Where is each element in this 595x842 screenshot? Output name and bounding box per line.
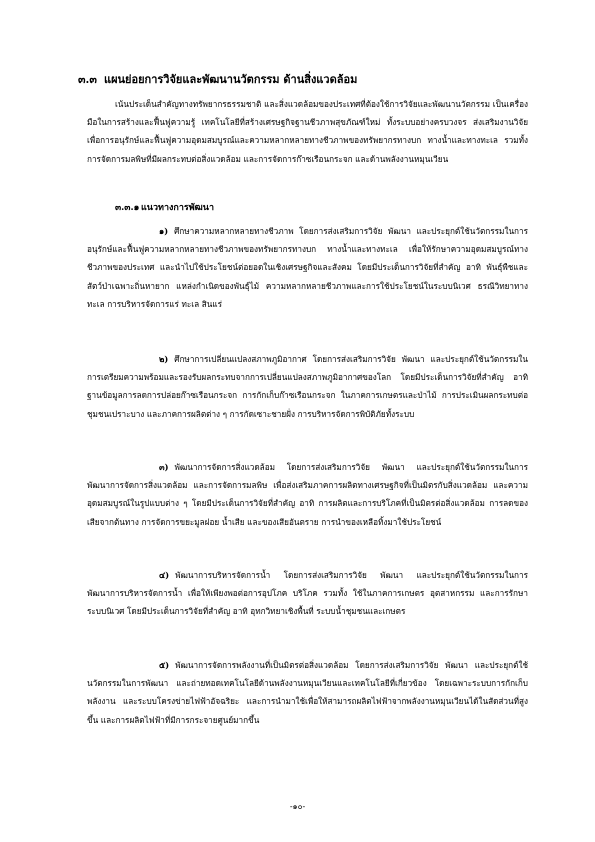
item-text: ศึกษาความหลากหลายทางชีวภาพ โดยการส่งเสริมการวิจัย พัฒนา และประยุกต์ใช้นวัตกรรมในการอนุรักษ์และฟื้นฟูความหลากหลายทางชีวภาพของทรัพยากรทางบก ทางน้ำและทางทะเล เพื่อให้รักษาความอุดมสมบูรณ์ทางชีวภาพของประเทศ และนำไปใช้ประโยชน์ต่อยอดในเชิงเศรษฐกิจและสังคม โดยมีประเด็นการวิจัยที่สำคัญ อาทิ พันธุ์พืชและสัตว์ป่าเฉพาะถิ่นหายาก แหล่งกำเนิดของพันธุ์ไม้ ความหลากหลายชีวภาพและการใช้ประโยชน์ในระบบนิเวศ ธรณีวิทยาทางทะเล การบริหารจัดการแร่ ทะเล สินแร่ [87,226,528,309]
guideline-item [87,222,528,332]
intro-paragraph: เน้นประเด็นสำคัญทางทรัพยากรธรรมชาติ และสิ่งแวดล้อมของประเทศที่ต้องใช้การวิจัยและพัฒนานวัตกรรม เป็นเครื่องมือในการสร้างและฟื้นฟูความรู้ เทคโนโลยีที่สร้างเศรษฐกิจฐานชีวภาพสุขภัณฑ์ใหม่ ทั้งระบบอย่างครบวงจร ส่งเสริมงานวิจัยเพื่อการอนุรักษ์และฟื้นฟูความอุดมสมบูรณ์และความหลากหลายทางชีวภาพของทรัพยากรทางบก ทางน้ำและทางทะเล รวมทั้ง การจัดการมลพิษที่มีผลกระทบต่อสิ่งแวดล้อม และการจัดการก๊าซเรือนกระจก และด้านพลังงานหมุนเวียน [87,99,528,164]
item-text: พัฒนาการจัดการพลังงานที่เป็นมิตรต่อสิ่งแวดล้อม โดยการส่งเสริมการวิจัย พัฒนา และประยุกต์ใช้นวัตกรรมในการพัฒนา และถ่ายทอดเทคโนโลยีด้านพลังงานหมุนเวียนและเทคโนโลยีที่เกี่ยวข้อง โดยเฉพาะระบบการกักเก็บพลังงาน และระบบโครงข่ายไฟฟ้าอัจฉริยะ และการนำมาใช้เพื่อให้สามารถผลิตไฟฟ้าจากพลังงานหมุนเวียนได้ในสัดส่วนที่สูงขึ้น และการผลิตไฟฟ้าที่มีการกระจายศูนย์มากขึ้น [87,660,528,725]
guideline-item [87,350,528,442]
section-number: ๓.๓ [78,73,97,86]
item-number: ๑) [159,226,169,236]
item-number: ๔) [159,570,170,580]
guideline-item [87,656,528,730]
item-number: ๒) [159,354,169,364]
subsection-title: แนวทางการพัฒนา [141,203,214,213]
item-text: พัฒนาการจัดการสิ่งแวดล้อม โดยการส่งเสริมการวิจัย พัฒนา และประยุกต์ใช้นวัตกรรมในการพัฒนาการจัดการสิ่งแวดล้อม และการจัดการมลพิษ เพื่อส่งเสริมภาคการผลิตทางเศรษฐกิจที่เป็นมิตรกับสิ่งแวดล้อม และความอุดมสมบูรณ์ในรูปแบบต่าง ๆ โดยมีประเด็นการวิจัยที่สำคัญ อาทิ การผลิตและการบริโภคที่เป็นมิตรต่อสิ่งแวดล้อม การลดของเสียจากต้นทาง การจัดการขยะมูลฝอย น้ำเสีย และของเสียอันตราย การนำของเหลือทิ้งมาใช้ประโยชน์ [87,462,528,527]
item-number: ๓) [159,462,169,472]
page-number: -๑๐- [289,802,306,811]
section-heading [78,70,533,88]
subsection-heading [115,200,415,214]
guideline-item [87,458,528,550]
section-title: แผนย่อยการวิจัยและพัฒนานวัตกรรม ด้านสิ่งแวดล้อม [104,73,358,86]
guideline-item [87,566,528,640]
subsection-number: ๓.๓.๑ [115,203,140,213]
item-text: พัฒนาการบริหารจัดการน้ำ โดยการส่งเสริมการวิจัย พัฒนา และประยุกต์ใช้นวัตกรรมในการพัฒนาการบริหารจัดการน้ำ เพื่อให้เพียงพอต่อการอุปโภค บริโภค รวมทั้ง ใช้ในภาคการเกษตร อุตสาหกรรม และการรักษาระบบนิเวศ โดยมีประเด็นการวิจัยที่สำคัญ อาทิ อุทกวิทยาเชิงพื้นที่ ระบบน้ำชุมชนและเกษตร [87,570,528,617]
item-text: ศึกษาการเปลี่ยนแปลงสภาพภูมิอากาศ โดยการส่งเสริมการวิจัย พัฒนา และประยุกต์ใช้นวัตกรรมในการเตรียมความพร้อมและรองรับผลกระทบจากการเปลี่ยนแปลงสภาพภูมิอากาศของโลก โดยมีประเด็นการวิจัยที่สำคัญ อาทิ ฐานข้อมูลการลดการปล่อยก๊าซเรือนกระจก การกักเก็บก๊าซเรือนกระจก ในภาคการเกษตรและป่าไม้ การประเมินผลกระทบต่อชุมชนเปราะบาง และภาคการผลิตต่าง ๆ การกัดเซาะชายฝั่ง การบริหารจัดการพิบัติภัยทั้งระบบ [87,354,528,419]
item-number: ๕) [159,660,170,670]
